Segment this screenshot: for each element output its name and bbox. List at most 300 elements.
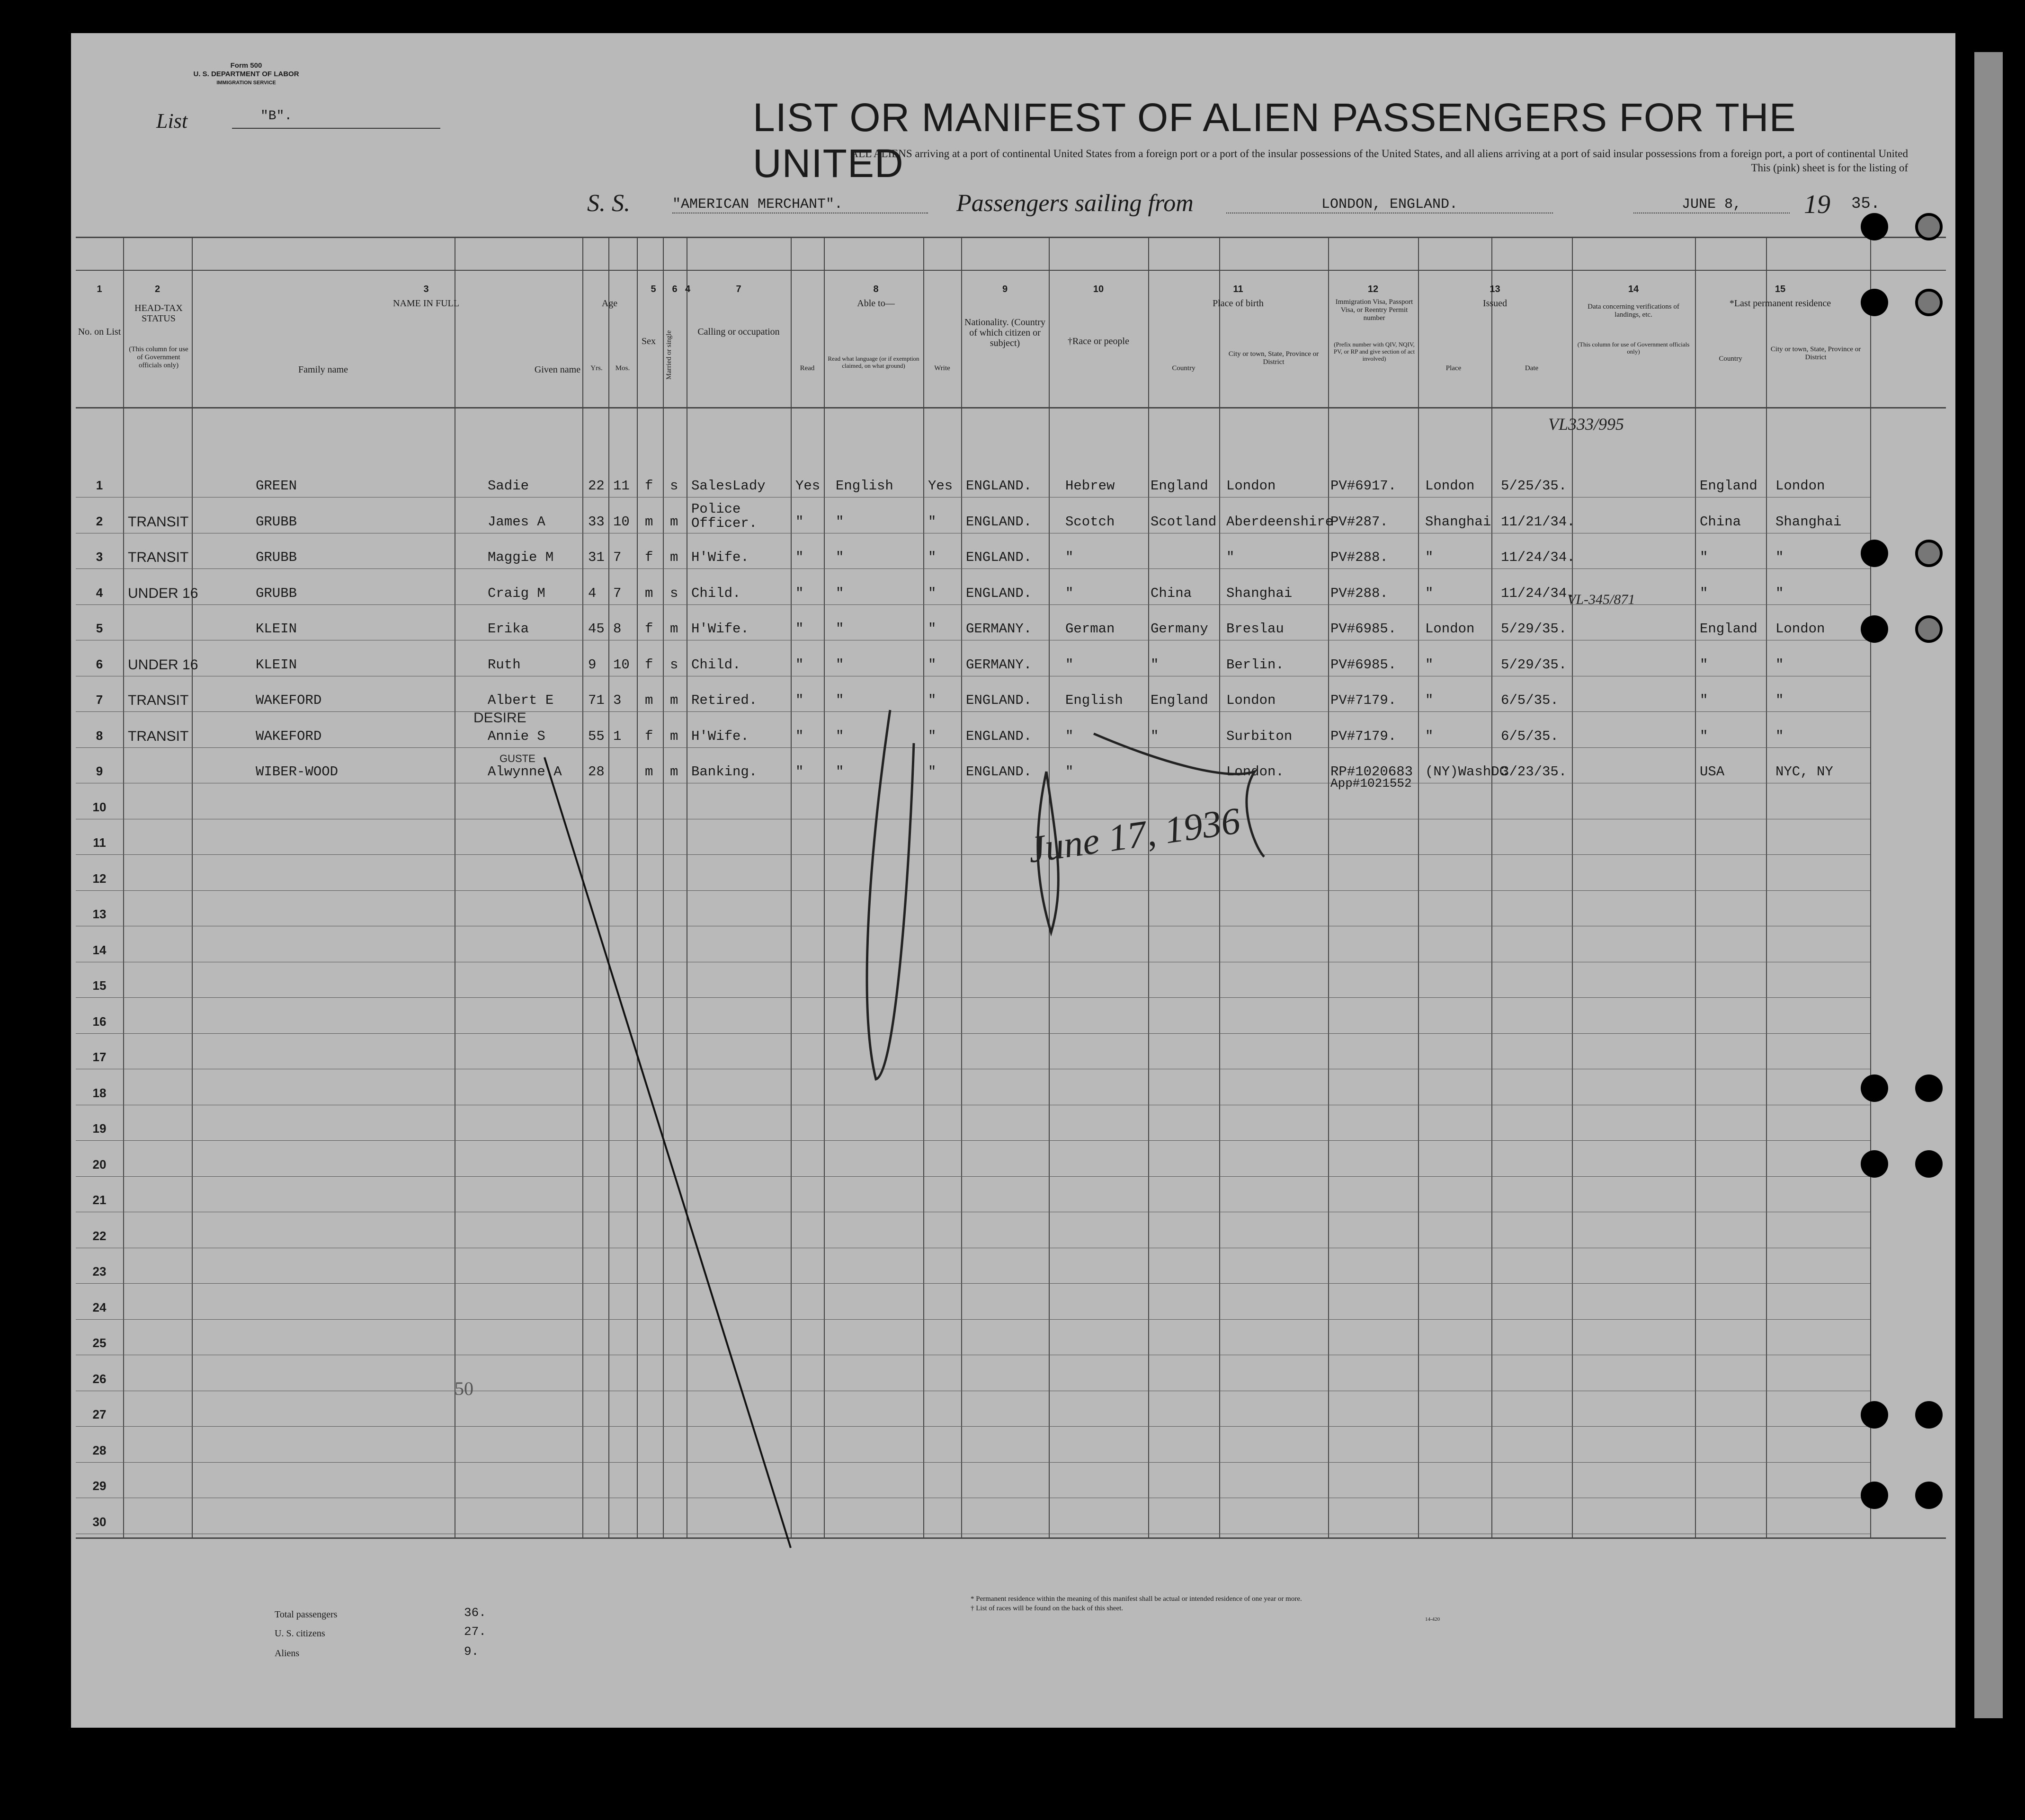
cell-read: " xyxy=(795,657,804,673)
cell-occupation: H'Wife. xyxy=(691,621,749,637)
column-number: 6 xyxy=(672,284,678,294)
header-verification-note: (This column for use of Government officials only) xyxy=(1577,341,1690,355)
header-res-city: City or town, State, Province or District xyxy=(1770,346,1861,361)
cell-issued-date: 3/23/35. xyxy=(1501,764,1567,780)
subtitle-line-1: ALL ALIENS arriving at a port of continental United States from a foreign port or a port of the insular possessions of the United States, and all aliens arriving at a port of said insular possessions from a foreign port, a port of continental United xyxy=(850,148,1908,160)
cell-read: " xyxy=(795,514,804,530)
cell-sex: m xyxy=(645,764,653,780)
list-label: List xyxy=(156,109,188,133)
header-write: Write xyxy=(934,364,950,372)
us-citizens-label: U. S. citizens xyxy=(275,1628,325,1639)
cell-res-city: London xyxy=(1775,621,1825,637)
binder-hole xyxy=(1861,615,1888,643)
cell-race: " xyxy=(1065,550,1074,565)
header-birth-country: Country xyxy=(1172,364,1195,372)
cell-issued-date: 5/29/35. xyxy=(1501,621,1567,637)
cell-res-country: " xyxy=(1700,728,1708,744)
cell-birth-country: England xyxy=(1151,478,1208,494)
cell-ms: m xyxy=(670,514,678,530)
cell-res-city: NYC, NY xyxy=(1775,764,1833,780)
column-number: 12 xyxy=(1367,284,1379,294)
row-number: 19 xyxy=(92,1121,107,1136)
ship-name: "AMERICAN MERCHANT". xyxy=(672,196,928,213)
cell-birth-city: " xyxy=(1226,550,1235,565)
cell-visa-secondary: App#1021552 xyxy=(1330,776,1412,790)
column-number: 4 xyxy=(685,284,691,294)
column-number: 7 xyxy=(736,284,741,294)
cell-issued-date: 6/5/35. xyxy=(1501,728,1559,744)
cell-occupation: Banking. xyxy=(691,764,758,780)
cell-ms: m xyxy=(670,764,678,780)
cell-yrs: 71 xyxy=(588,692,605,708)
handwritten-guste: GUSTE xyxy=(500,753,535,764)
cell-mos: 10 xyxy=(613,657,630,673)
cell-write: " xyxy=(928,514,937,530)
header-issued-date: Date xyxy=(1525,364,1539,372)
cell-res-city: " xyxy=(1775,585,1784,601)
row-number: 8 xyxy=(96,728,103,743)
cell-sex: m xyxy=(645,692,653,708)
cell-family: GRUBB xyxy=(256,550,297,565)
cell-issued-place: London xyxy=(1425,621,1475,637)
handwritten-desire: DESIRE xyxy=(473,710,526,726)
cell-mos: 3 xyxy=(613,692,622,708)
header-married: Married or single xyxy=(665,330,673,380)
header-issued-place: Place xyxy=(1445,364,1462,372)
column-number: 3 xyxy=(423,284,429,294)
cell-res-country: " xyxy=(1700,585,1708,601)
total-passengers-label: Total passengers xyxy=(275,1609,338,1620)
handwritten-verification-5: VL-345/871 xyxy=(1567,592,1635,607)
cell-race: " xyxy=(1065,657,1074,673)
cell-nationality: ENGLAND. xyxy=(966,585,1032,601)
cell-visa: PV#6917. xyxy=(1330,478,1397,494)
binder-hole xyxy=(1861,1482,1888,1509)
cell-read: " xyxy=(795,550,804,565)
cell-issued-place: " xyxy=(1425,692,1434,708)
cell-yrs: 33 xyxy=(588,514,605,530)
cell-sex: m xyxy=(645,585,653,601)
cell-occupation: SalesLady xyxy=(691,478,766,494)
cell-sex: m xyxy=(645,514,653,530)
row-number: 5 xyxy=(96,621,103,635)
cell-family: GRUBB xyxy=(256,585,297,601)
header-no-on-list: No. on List xyxy=(78,327,121,337)
row-number: 7 xyxy=(96,692,103,707)
binder-hole xyxy=(1915,213,1943,240)
column-number: 10 xyxy=(1093,284,1104,294)
binder-hole xyxy=(1915,289,1943,316)
cell-read: Yes xyxy=(795,478,821,494)
cell-mos: 10 xyxy=(613,514,630,530)
cell-status: UNDER 16 xyxy=(128,657,198,673)
column-number: 1 xyxy=(97,284,102,294)
row-number: 10 xyxy=(92,799,107,814)
sheet-page-number: 50 xyxy=(455,1378,473,1399)
row-number: 27 xyxy=(92,1407,107,1421)
cell-status: TRANSIT xyxy=(128,514,189,530)
cell-visa: PV#6985. xyxy=(1330,657,1397,673)
binder-hole xyxy=(1915,1482,1943,1509)
cell-issued-place: Shanghai xyxy=(1425,514,1491,530)
cell-birth-city: Shanghai xyxy=(1226,585,1293,601)
row-number: 15 xyxy=(92,978,107,993)
row-number: 6 xyxy=(96,657,103,671)
aliens-value: 9. xyxy=(464,1644,479,1659)
cell-ms: m xyxy=(670,550,678,565)
cell-visa: PV#288. xyxy=(1330,550,1388,565)
row-number: 9 xyxy=(96,764,103,778)
cell-family: GRUBB xyxy=(256,514,297,530)
cell-ms: m xyxy=(670,692,678,708)
cell-status: TRANSIT xyxy=(128,728,189,744)
cell-yrs: 45 xyxy=(588,621,605,637)
cell-visa: PV#287. xyxy=(1330,514,1388,530)
cell-issued-date: 5/29/35. xyxy=(1501,657,1567,673)
cell-ms: s xyxy=(670,657,678,673)
row-number: 2 xyxy=(96,514,103,528)
cell-birth-country: Scotland xyxy=(1151,514,1217,530)
cell-write: " xyxy=(928,550,937,565)
cell-given: Ruth xyxy=(488,657,521,673)
cell-language: " xyxy=(836,514,844,530)
form-number: Form 500 xyxy=(230,62,262,70)
cell-visa: RP#1020683 xyxy=(1330,764,1413,780)
department-name: U. S. DEPARTMENT OF LABOR xyxy=(193,70,299,78)
cell-language: English xyxy=(836,478,893,494)
cell-read: " xyxy=(795,621,804,637)
binder-hole xyxy=(1861,289,1888,316)
cell-race: " xyxy=(1065,728,1074,744)
cell-family: KLEIN xyxy=(256,621,297,637)
cell-ms: m xyxy=(670,621,678,637)
binder-hole xyxy=(1861,540,1888,567)
cell-birth-country: China xyxy=(1151,585,1192,601)
cell-issued-date: 11/24/34. xyxy=(1501,585,1575,601)
row-number: 18 xyxy=(92,1085,107,1100)
sailing-label: Passengers sailing from xyxy=(956,190,1194,217)
cell-nationality: ENGLAND. xyxy=(966,550,1032,565)
cell-race: " xyxy=(1065,585,1074,601)
cell-issued-place: London xyxy=(1425,478,1475,494)
row-number: 17 xyxy=(92,1050,107,1064)
row-number: 20 xyxy=(92,1157,107,1172)
subtitle-line-2: This (pink) sheet is for the listing of xyxy=(1751,162,1908,174)
header-birth-city: City or town, State, Province or District xyxy=(1228,350,1319,366)
cell-occupation: H'Wife. xyxy=(691,550,749,565)
header-res-country: Country xyxy=(1719,355,1742,363)
row-number: 3 xyxy=(96,550,103,564)
cell-issued-date: 6/5/35. xyxy=(1501,692,1559,708)
page-title: LIST OR MANIFEST OF ALIEN PASSENGERS FOR THE UNITED xyxy=(753,95,1796,186)
column-number: 9 xyxy=(1002,284,1008,294)
cell-read: " xyxy=(795,728,804,744)
handwritten-verification-1: VL333/995 xyxy=(1548,415,1624,434)
cell-visa: PV#7179. xyxy=(1330,692,1397,708)
cell-family: WAKEFORD xyxy=(256,692,322,708)
cell-yrs: 4 xyxy=(588,585,597,601)
cell-birth-city: London. xyxy=(1226,764,1284,780)
binder-hole xyxy=(1915,1401,1943,1429)
cell-status: UNDER 16 xyxy=(128,585,198,601)
cell-write: " xyxy=(928,657,937,673)
header-yrs: Yrs. xyxy=(590,364,603,372)
cell-race: Scotch xyxy=(1065,514,1115,530)
cell-yrs: 31 xyxy=(588,550,605,565)
cell-sex: f xyxy=(645,621,653,637)
handwritten-signature-date: June 17, 1936 xyxy=(1026,800,1243,871)
cell-given: Erika xyxy=(488,621,529,637)
header-family-name: Family name xyxy=(298,364,348,375)
cell-nationality: ENGLAND. xyxy=(966,728,1032,744)
header-nationality: Nationality. (Country of which citizen or subject) xyxy=(964,317,1045,348)
cell-read: " xyxy=(795,764,804,780)
cell-birth-city: London xyxy=(1226,478,1276,494)
row-number: 16 xyxy=(92,1014,107,1029)
cell-yrs: 9 xyxy=(588,657,597,673)
cell-res-city: London xyxy=(1775,478,1825,494)
header-able-to: Able to— xyxy=(857,298,895,309)
cell-mos: 7 xyxy=(613,550,622,565)
cell-read: " xyxy=(795,585,804,601)
row-number: 23 xyxy=(92,1264,107,1278)
cell-res-country: " xyxy=(1700,550,1708,565)
header-head-tax: HEAD-TAX STATUS xyxy=(134,303,183,324)
cell-res-city: " xyxy=(1775,657,1784,673)
cell-language: " xyxy=(836,550,844,565)
cell-nationality: ENGLAND. xyxy=(966,764,1032,780)
header-visa: Immigration Visa, Passport Visa, or Reentry Permit number xyxy=(1335,298,1413,322)
cell-nationality: GERMANY. xyxy=(966,621,1032,637)
cell-ms: m xyxy=(670,728,678,744)
cell-issued-date: 11/21/34. xyxy=(1501,514,1575,530)
column-number: 15 xyxy=(1775,284,1786,294)
list-value: "B". xyxy=(232,109,440,129)
header-given-name: Given name xyxy=(534,364,581,375)
cell-write: " xyxy=(928,764,937,780)
header-head-tax-note: (This column for use of Government officials only) xyxy=(129,346,188,369)
cell-sex: f xyxy=(645,728,653,744)
header-verification: Data concerning verifications of landings, etc. xyxy=(1588,303,1679,319)
row-number: 24 xyxy=(92,1300,107,1314)
cell-sex: f xyxy=(645,550,653,565)
cell-nationality: ENGLAND. xyxy=(966,478,1032,494)
cell-given: Sadie xyxy=(488,478,529,494)
cell-family: KLEIN xyxy=(256,657,297,673)
cell-family: WIBER-WOOD xyxy=(256,764,339,780)
binder-hole xyxy=(1861,213,1888,240)
row-number: 4 xyxy=(96,585,103,600)
cell-nationality: GERMANY. xyxy=(966,657,1032,673)
cell-race: English xyxy=(1065,692,1123,708)
cell-birth-country: England xyxy=(1151,692,1208,708)
header-age: Age xyxy=(601,298,618,309)
cell-read: " xyxy=(795,692,804,708)
cell-birth-city: London xyxy=(1226,692,1276,708)
header-place-of-birth: Place of birth xyxy=(1213,298,1264,309)
cell-nationality: ENGLAND. xyxy=(966,692,1032,708)
cell-language: " xyxy=(836,728,844,744)
cell-birth-city: Breslau xyxy=(1226,621,1284,637)
year-prefix: 19 xyxy=(1804,190,1830,219)
cell-status: TRANSIT xyxy=(128,692,189,708)
cell-birth-city: Aberdeenshire xyxy=(1226,514,1334,530)
cell-issued-date: 5/25/35. xyxy=(1501,478,1567,494)
cell-language: " xyxy=(836,657,844,673)
cell-issued-place: " xyxy=(1425,657,1434,673)
year-suffix: 35. xyxy=(1851,195,1881,213)
cell-sex: f xyxy=(645,478,653,494)
row-number: 26 xyxy=(92,1371,107,1386)
header-read-language: Read what language (or if exemption claimed, on what ground) xyxy=(828,355,919,369)
row-number: 21 xyxy=(92,1193,107,1207)
binder-hole xyxy=(1915,540,1943,567)
cell-res-country: China xyxy=(1700,514,1741,530)
cell-nationality: ENGLAND. xyxy=(966,514,1032,530)
cell-family: WAKEFORD xyxy=(256,728,322,744)
column-number: 8 xyxy=(873,284,879,294)
cell-ms: s xyxy=(670,478,678,494)
cell-issued-date: 11/24/34. xyxy=(1501,550,1575,565)
binder-hole xyxy=(1861,1074,1888,1102)
header-sex: Sex xyxy=(642,336,656,346)
sheet-edge xyxy=(1974,52,2003,1718)
cell-race: Hebrew xyxy=(1065,478,1115,494)
binder-hole xyxy=(1915,615,1943,643)
cell-yrs: 28 xyxy=(588,764,605,780)
cell-occupation: Retired. xyxy=(691,692,758,708)
cell-occupation: H'Wife. xyxy=(691,728,749,744)
header-name-in-full: NAME IN FULL xyxy=(393,298,459,309)
cell-mos: 1 xyxy=(613,728,622,744)
form-code: 14-420 xyxy=(1425,1616,1440,1622)
cell-occupation: Police Officer. xyxy=(691,501,758,531)
cell-given: Craig M xyxy=(488,585,545,601)
cell-given: Annie S xyxy=(488,728,545,744)
header-read: Read xyxy=(800,364,815,372)
cell-visa: PV#7179. xyxy=(1330,728,1397,744)
row-number: 30 xyxy=(92,1514,107,1529)
cell-given: James A xyxy=(488,514,545,530)
cell-mos: 8 xyxy=(613,621,622,637)
sailing-date: JUNE 8, xyxy=(1633,196,1790,213)
cell-given: Albert E xyxy=(488,692,554,708)
cell-res-country: England xyxy=(1700,621,1757,637)
cell-visa: PV#6985. xyxy=(1330,621,1397,637)
binder-hole xyxy=(1915,1150,1943,1178)
footnote-residence: * Permanent residence within the meaning of this manifest shall be actual or intended residence of one year or more. xyxy=(971,1595,1302,1603)
cell-res-country: " xyxy=(1700,657,1708,673)
binder-hole xyxy=(1861,1401,1888,1429)
cell-res-city: " xyxy=(1775,550,1784,565)
aliens-label: Aliens xyxy=(275,1648,300,1659)
manifest-sheet xyxy=(71,33,1955,1728)
header-issued: Issued xyxy=(1482,298,1508,309)
cell-ms: s xyxy=(670,585,678,601)
row-number: 25 xyxy=(92,1336,107,1350)
cell-birth-country: " xyxy=(1151,728,1159,744)
cell-visa: PV#288. xyxy=(1330,585,1388,601)
service-name: IMMIGRATION SERVICE xyxy=(216,80,276,86)
cell-res-city: " xyxy=(1775,692,1784,708)
cell-mos: 7 xyxy=(613,585,622,601)
cell-birth-city: Surbiton xyxy=(1226,728,1293,744)
sailing-port: LONDON, ENGLAND. xyxy=(1226,196,1553,213)
cell-mos: 11 xyxy=(613,478,630,494)
cell-res-city: " xyxy=(1775,728,1784,744)
cell-issued-place: " xyxy=(1425,585,1434,601)
row-number: 12 xyxy=(92,871,107,886)
cell-language: " xyxy=(836,692,844,708)
binder-hole xyxy=(1861,1150,1888,1178)
cell-res-country: England xyxy=(1700,478,1757,494)
row-number: 13 xyxy=(92,907,107,921)
column-number: 2 xyxy=(154,284,161,294)
cell-language: " xyxy=(836,764,844,780)
cell-res-country: " xyxy=(1700,692,1708,708)
cell-language: " xyxy=(836,621,844,637)
cell-issued-place: " xyxy=(1425,550,1434,565)
cell-status: TRANSIT xyxy=(128,550,189,565)
cell-write: " xyxy=(928,692,937,708)
header-visa-note: (Prefix number with QIV, NQIV, PV, or RP and give section of act involved) xyxy=(1333,341,1415,362)
diagonal-cancel-line xyxy=(71,33,1955,1728)
cell-occupation: Child. xyxy=(691,657,741,673)
cell-write: Yes xyxy=(928,478,953,494)
row-number: 29 xyxy=(92,1479,107,1493)
row-number: 28 xyxy=(92,1443,107,1457)
cell-birth-country: Germany xyxy=(1151,621,1208,637)
row-number: 22 xyxy=(92,1228,107,1243)
cell-res-city: Shanghai xyxy=(1775,514,1842,530)
cell-write: " xyxy=(928,621,937,637)
cell-race: German xyxy=(1065,621,1115,637)
cell-write: " xyxy=(928,728,937,744)
row-number: 11 xyxy=(93,835,106,850)
cell-family: GREEN xyxy=(256,478,297,494)
cell-birth-city: Berlin. xyxy=(1226,657,1284,673)
total-passengers-value: 36. xyxy=(464,1606,486,1620)
column-number: 14 xyxy=(1628,284,1639,294)
cell-given: Alwynne A xyxy=(488,764,562,780)
ss-label: S. S. xyxy=(587,190,630,217)
cell-race: " xyxy=(1065,764,1074,780)
cell-sex: f xyxy=(645,657,653,673)
row-number: 1 xyxy=(96,478,103,492)
cell-occupation: Child. xyxy=(691,585,741,601)
column-number: 11 xyxy=(1233,284,1243,294)
cell-res-country: USA xyxy=(1700,764,1725,780)
header-race: †Race or people xyxy=(1068,336,1129,346)
cell-issued-place: " xyxy=(1425,728,1434,744)
column-number: 13 xyxy=(1490,284,1500,294)
cell-language: " xyxy=(836,585,844,601)
column-number: 5 xyxy=(651,284,656,294)
binder-hole xyxy=(1915,1074,1943,1102)
cell-write: " xyxy=(928,585,937,601)
cell-yrs: 55 xyxy=(588,728,605,744)
header-last-residence: *Last permanent residence xyxy=(1729,298,1831,309)
cell-yrs: 22 xyxy=(588,478,605,494)
header-mos: Mos. xyxy=(615,364,630,372)
cell-given: Maggie M xyxy=(488,550,554,565)
header-calling: Calling or occupation xyxy=(697,327,780,337)
row-number: 14 xyxy=(92,942,107,957)
cell-birth-country: " xyxy=(1151,657,1159,673)
us-citizens-value: 27. xyxy=(464,1625,486,1639)
cell-issued-place: (NY)WashDC xyxy=(1425,764,1508,780)
footnote-races: † List of races will be found on the back of this sheet. xyxy=(971,1605,1124,1612)
